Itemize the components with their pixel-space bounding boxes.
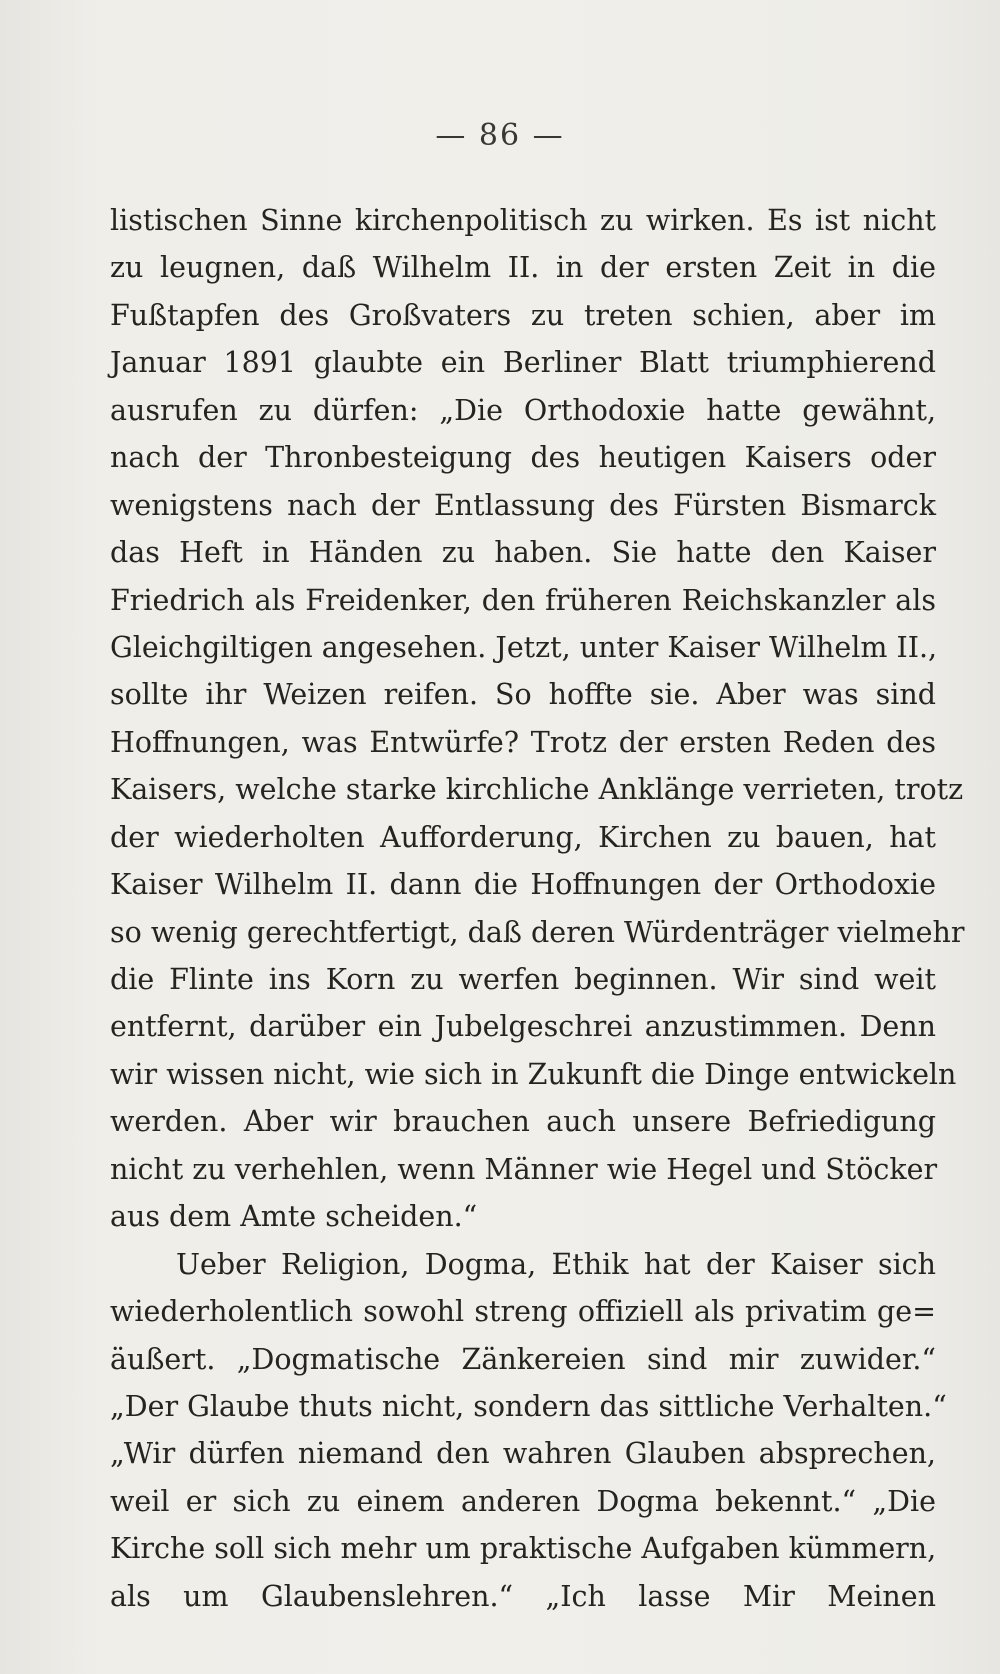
text-line: sollte ihr Weizen reifen. So hoffte sie. Aber was sind <box>110 678 936 712</box>
paragraph-end-line: aus dem Amte scheiden.“ <box>110 1200 478 1234</box>
text-line: Friedrich als Freidenker, den früheren Reichskanzler als <box>110 583 936 617</box>
text-line: äußert. „Dogmatische Zänkereien sind mir zuwider.“ <box>110 1342 936 1376</box>
page-number: — 86 — <box>435 118 565 153</box>
text-line: zu leugnen, daß Wilhelm II. in der ersten Zeit in die <box>110 251 936 285</box>
text-line: wir wissen nicht, wie sich in Zukunft die Dinge entwickeln <box>110 1057 957 1091</box>
text-line: weil er sich zu einem anderen Dogma bekennt.“ „Die <box>110 1484 936 1518</box>
text-line: ausrufen zu dürfen: „Die Orthodoxie hatte gewähnt, <box>110 393 936 427</box>
text-line: wiederholentlich sowohl streng offiziell als privatim ge= <box>110 1295 936 1329</box>
body-text <box>110 197 965 1620</box>
text-line: der wiederholten Aufforderung, Kirchen zu bauen, hat <box>110 820 936 854</box>
text-line: Gleichgiltigen angesehen. Jetzt, unter Kaiser Wilhelm II., <box>110 630 938 664</box>
text-line: so wenig gerechtfertigt, daß deren Würdenträger vielmehr <box>110 915 965 949</box>
text-line: nach der Thronbesteigung des heutigen Kaisers oder <box>110 441 936 475</box>
text-line: das Heft in Händen zu haben. Sie hatte den Kaiser <box>110 536 936 570</box>
text-line: Kaisers, welche starke kirchliche Anklänge verrieten, trotz <box>110 773 964 807</box>
text-line: Kaiser Wilhelm II. dann die Hoffnungen der Orthodoxie <box>110 868 936 902</box>
text-line: entfernt, darüber ein Jubelgeschrei anzustimmen. Denn <box>110 1010 936 1044</box>
text-line: „Der Glaube thuts nicht, sondern das sittliche Verhalten.“ <box>110 1389 947 1423</box>
text-line: Januar 1891 glaubte ein Berliner Blatt triumphierend <box>110 346 936 380</box>
text-line: nicht zu verhehlen, wenn Männer wie Hegel und Stöcker <box>110 1152 938 1186</box>
text-line: die Flinte ins Korn zu werfen beginnen. Wir sind weit <box>110 963 936 996</box>
text-line: als um Glaubenslehren.“ „Ich lasse Mir Meinen <box>110 1579 936 1613</box>
text-line: Hoffnungen, was Entwürfe? Trotz der ersten Reden des <box>110 725 936 759</box>
text-line: werden. Aber wir brauchen auch unsere Befriedigung <box>110 1105 936 1139</box>
text-line: Fußtapfen des Großvaters zu treten schien, aber im <box>110 298 936 332</box>
text-line: „Wir dürfen niemand den wahren Glauben absprechen, <box>110 1437 936 1471</box>
paragraph-start-line: Ueber Religion, Dogma, Ethik hat der Kaiser sich <box>176 1247 936 1281</box>
text-line: Kirche soll sich mehr um praktische Aufgaben kümmern, <box>110 1532 937 1566</box>
text-line: listischen Sinne kirchenpolitisch zu wirken. Es ist nicht <box>110 204 936 237</box>
text-line: wenigstens nach der Entlassung des Fürsten Bismarck <box>110 488 936 522</box>
